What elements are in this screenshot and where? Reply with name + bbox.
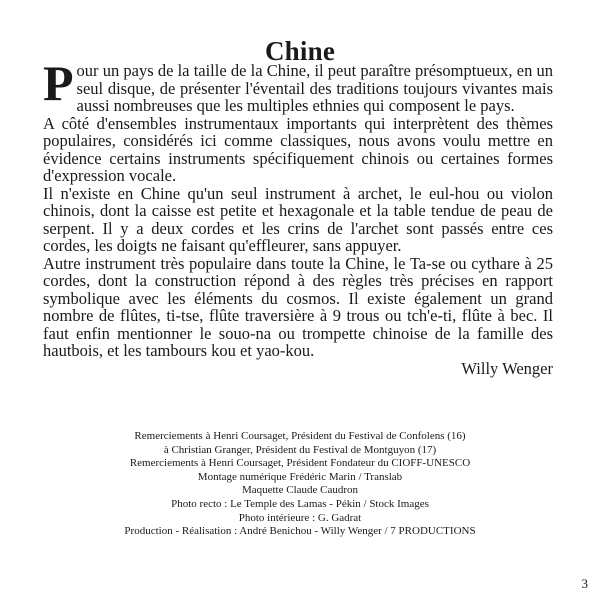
- paragraph-ensembles: A côté d'ensembles instrumentaux importants qui interprètent des thèmes populaires, considérés ici comme classiques, nous avons voulu mettre en évidence certains instruments spécifiquement chinois ou certaines formes d'expression vocale.: [43, 113, 553, 185]
- paragraph-eul-hou: Il n'existe en Chine qu'un seul instrument à archet, le eul-hou ou violon chinois, dont la caisse est petite et hexagonale et la table tendue de peau de serpent. Il y a deux cordes et les crins de l'archet sont passés entre ces cordes, les doigts ne faisant qu'effleurer, sans appuyer.: [43, 183, 553, 255]
- credit-line: Remerciements à Henri Coursaget, Président Fondateur du CIOFF-UNESCO: [129, 457, 471, 470]
- article-body: [43, 55, 553, 378]
- credit-line: Remerciements à Henri Coursaget, Président du Festival de Confolens (16): [134, 430, 466, 442]
- credit-line: Montage numérique Frédéric Marin / Translab: [197, 470, 403, 483]
- credit-line: Production - Réalisation : André Benichou - Willy Wenger / 7 PRODUCTIONS: [124, 525, 476, 538]
- credits-block: [0, 430, 600, 539]
- author-signature: Willy Wenger: [461, 358, 553, 378]
- page-title: Chine: [264, 36, 336, 67]
- credit-line: Photo intérieure : G. Gadrat: [238, 511, 362, 524]
- credit-line: à Christian Granger, Président du Festival de Montguyon (17): [163, 443, 437, 456]
- credit-line: Maquette Claude Caudron: [241, 484, 359, 497]
- credit-line: Photo recto : Le Temple des Lamas - Pékin / Stock Images: [171, 497, 429, 510]
- drop-cap: P: [43, 55, 74, 111]
- intro-text: our un pays de la taille de la Chine, il peut paraître présomptueux, en un seul disque, de présenter l'éventail des traditions toujours vivantes mais aussi nombreuses que les multiples ethnies qui composent le pays.: [76, 61, 553, 115]
- paragraph-ta-se: Autre instrument très populaire dans toute la Chine, le Ta-se ou cythare à 25 cordes, dont la construction répond à des règles très précises en rapport symbolique avec les éléments du cosmos. Il existe également un grand nombre de flûtes, ti-tse, flûte traversière à 9 trous ou tch'e-ti, flûte à bec. Il faut enfin mentionner le souo-na ou trompette chinoise de la famille des hautbois, et les tambours kou et yao-kou.: [43, 253, 553, 360]
- intro-paragraph: [43, 55, 553, 115]
- page-number: 3: [581, 576, 588, 591]
